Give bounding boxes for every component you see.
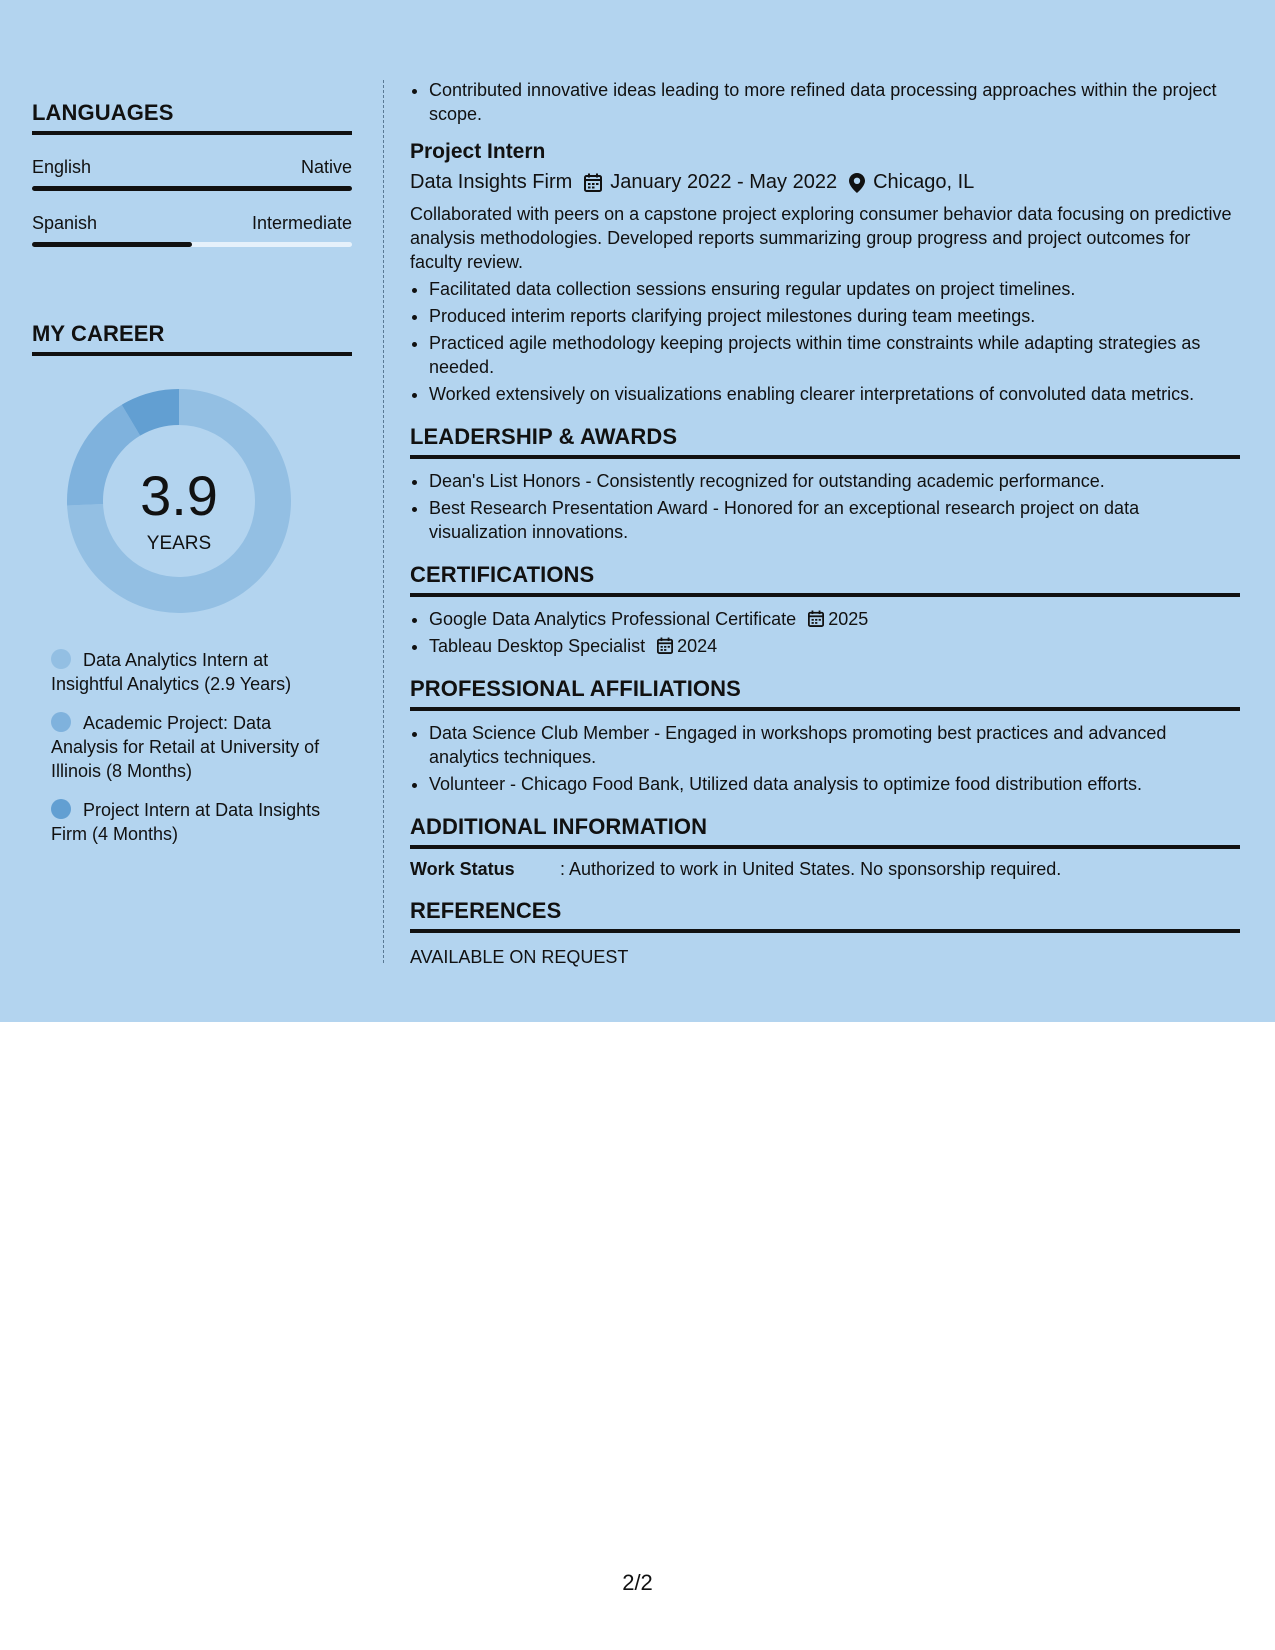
language-english xyxy=(32,157,352,191)
language-level: Native xyxy=(300,157,352,177)
career-total-value: 3.9 xyxy=(140,464,218,527)
language-proficiency-bar xyxy=(32,242,352,247)
job-company: Data Insights Firm xyxy=(410,171,573,193)
cert-name: Google Data Analytics Professional Certificate xyxy=(429,609,797,629)
list-item: • Practiced agile methodology keeping projects within time constraints while adapting strategies as needed. xyxy=(429,331,1240,379)
references-section xyxy=(410,898,1240,968)
work-status-label: Work Status xyxy=(410,859,515,879)
list-item: • Produced interim reports clarifying project milestones during team meetings. xyxy=(429,304,1240,328)
career-total-unit: YEARS xyxy=(146,533,212,554)
legend-swatch xyxy=(51,649,71,669)
cert-year: 2025 xyxy=(828,609,869,629)
calendar-icon xyxy=(584,173,602,192)
career-legend xyxy=(32,648,331,846)
legend-item xyxy=(51,648,331,696)
map-pin-icon xyxy=(849,173,865,193)
list-item: • Contributed innovative ideas leading to more refined data processing approaches within the project scope. xyxy=(429,78,1240,126)
cert-year: 2024 xyxy=(677,636,718,656)
references-heading: REFERENCES xyxy=(410,898,1240,933)
list-item: • Worked extensively on visualizations enabling clearer interpretations of convoluted data metrics. xyxy=(429,382,1240,406)
list-item: • Data Science Club Member - Engaged in workshops promoting best practices and advanced analytics techniques. xyxy=(429,721,1240,769)
cert-name: Tableau Desktop Specialist xyxy=(429,636,646,656)
legend-label: Project Intern at Data Insights Firm (4 Months) xyxy=(51,800,321,844)
column-divider xyxy=(383,80,384,963)
left-column xyxy=(32,100,352,861)
language-proficiency-fill xyxy=(32,186,352,191)
language-proficiency-fill xyxy=(32,242,192,247)
references-text: AVAILABLE ON REQUEST xyxy=(410,947,629,967)
page-number: 2/2 xyxy=(622,1570,653,1595)
work-status-row xyxy=(410,859,1240,880)
list-item: • Facilitated data collection sessions ensuring regular updates on project timelines. xyxy=(429,277,1240,301)
leadership-heading: LEADERSHIP & AWARDS xyxy=(410,424,1240,459)
legend-item xyxy=(51,798,331,846)
job-title: Project Intern xyxy=(410,140,546,163)
legend-item xyxy=(51,711,331,783)
job-meta xyxy=(410,171,1240,194)
list-item: • Volunteer - Chicago Food Bank, Utilized data analysis to optimize food distribution efforts. xyxy=(429,772,1240,796)
career-section xyxy=(32,321,352,846)
language-name: English xyxy=(32,157,92,177)
job-location: Chicago, IL xyxy=(873,171,975,193)
career-donut-chart xyxy=(32,386,352,626)
certifications-heading: CERTIFICATIONS xyxy=(410,562,1240,597)
legend-swatch xyxy=(51,712,71,732)
language-level: Intermediate xyxy=(251,213,352,233)
calendar-icon xyxy=(657,637,673,654)
legend-swatch xyxy=(51,799,71,819)
languages-heading: LANGUAGES xyxy=(32,100,352,135)
additional-heading: ADDITIONAL INFORMATION xyxy=(410,814,1240,849)
language-name: Spanish xyxy=(32,213,98,233)
career-heading: MY CAREER xyxy=(32,321,352,356)
right-column xyxy=(410,78,1240,968)
list-item: • Dean's List Honors - Consistently recognized for outstanding academic performance. xyxy=(429,469,1240,493)
list-item xyxy=(429,634,1240,658)
carryover-bullets xyxy=(410,78,1240,126)
list-item xyxy=(429,607,1240,631)
legend-label: Data Analytics Intern at Insightful Analytics (2.9 Years) xyxy=(51,650,292,694)
job-dates: January 2022 - May 2022 xyxy=(610,171,838,193)
affiliations-heading: PROFESSIONAL AFFILIATIONS xyxy=(410,676,1240,711)
work-status-value: : Authorized to work in United States. No sponsorship required. xyxy=(560,859,1062,879)
language-proficiency-bar xyxy=(32,186,352,191)
job-summary: Collaborated with peers on a capstone project exploring consumer behavior data focusing on predictive analysis methodologies. Developed reports summarizing group progress and project outcomes for faculty review. xyxy=(410,204,1232,272)
job-bullets xyxy=(410,277,1240,406)
affiliations-section xyxy=(410,676,1240,796)
certifications-section xyxy=(410,562,1240,658)
legend-label: Academic Project: Data Analysis for Retail at University of Illinois (8 Months) xyxy=(51,713,320,781)
list-item: • Best Research Presentation Award - Honored for an exceptional research project on data visualization innovations. xyxy=(429,496,1240,544)
leadership-section xyxy=(410,424,1240,544)
additional-section xyxy=(410,814,1240,880)
calendar-icon xyxy=(808,610,824,627)
language-spanish xyxy=(32,213,352,247)
